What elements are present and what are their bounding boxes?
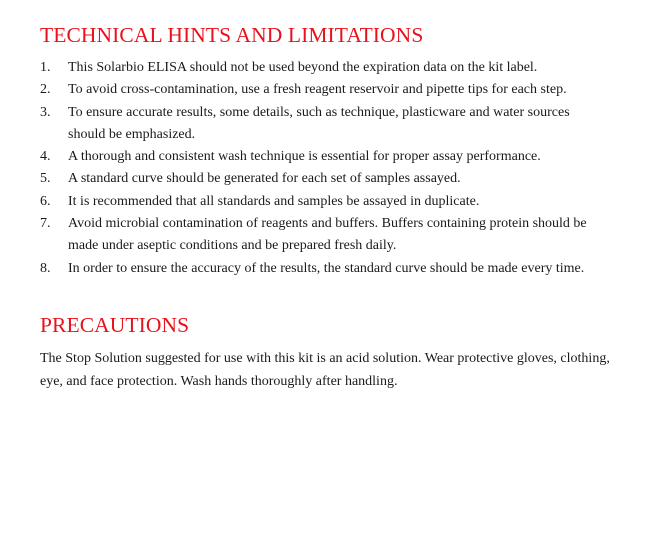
list-item-number: 5. — [40, 171, 51, 187]
list-item — [40, 102, 630, 147]
list-item — [40, 79, 630, 101]
precautions-paragraph: The Stop Solution suggested for use with this kit is an acid solution. Wear protective gloves, clothing, eye, and face protection. Wash hands thoroughly after handling. — [40, 350, 610, 390]
list-item — [40, 57, 630, 79]
list-item — [40, 191, 630, 213]
list-item-text: A standard curve should be generated for each set of samples assayed. — [68, 171, 461, 187]
list-item-number: 4. — [40, 149, 51, 165]
list-item-number: 3. — [40, 104, 51, 120]
list-item — [40, 213, 630, 258]
hints-heading: TECHNICAL HINTS AND LIMITATIONS — [40, 23, 424, 47]
list-item-text: To ensure accurate results, some details, such as technique, plasticware and water sources should be emphasized. — [68, 104, 570, 142]
list-item — [40, 146, 630, 168]
list-item-number: 7. — [40, 216, 51, 232]
list-item-number: 2. — [40, 82, 51, 98]
hints-list — [40, 57, 630, 280]
precautions-heading: PRECAUTIONS — [40, 312, 190, 337]
list-item — [40, 258, 630, 280]
list-item-text: This Solarbio ELISA should not be used beyond the expiration data on the kit label. — [68, 60, 538, 75]
list-item-number: 8. — [40, 260, 51, 276]
list-item-text: A thorough and consistent wash technique is essential for proper assay performance. — [68, 149, 541, 165]
list-item-text: In order to ensure the accuracy of the results, the standard curve should be made every time. — [68, 260, 585, 276]
list-item-text: To avoid cross-contamination, use a fresh reagent reservoir and pipette tips for each step. — [68, 82, 567, 98]
list-item-number: 1. — [40, 60, 51, 75]
list-item — [40, 168, 630, 190]
list-item-text: Avoid microbial contamination of reagents and buffers. Buffers containing protein should be made under aseptic conditions and be prepared fresh daily. — [68, 216, 587, 254]
list-item-number: 6. — [40, 193, 51, 209]
list-item-text: It is recommended that all standards and samples be assayed in duplicate. — [68, 193, 480, 209]
